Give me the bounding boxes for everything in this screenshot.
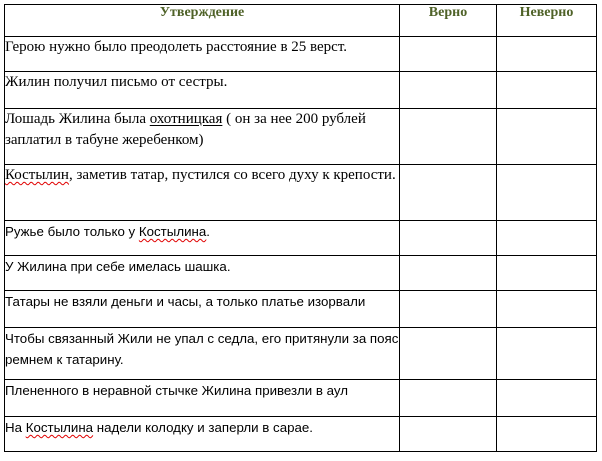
false-cell[interactable] xyxy=(497,37,597,72)
statement-text: Плененного в неравной стычке Жилина привезли в аул xyxy=(5,380,400,417)
statement-text: Татары не взяли деньги и часы, а только платье изорвали xyxy=(5,291,400,328)
false-cell[interactable] xyxy=(497,291,597,328)
table-row xyxy=(5,380,597,417)
statement-part: Лошадь Жилина была xyxy=(5,111,150,127)
statement-part: . xyxy=(206,224,210,239)
true-cell[interactable] xyxy=(400,221,497,256)
statement-part: Ружье было только у xyxy=(5,224,139,239)
false-cell[interactable] xyxy=(497,380,597,417)
true-cell[interactable] xyxy=(400,165,497,221)
spellcheck-word: Костылина xyxy=(25,420,94,435)
true-cell[interactable] xyxy=(400,72,497,109)
table-row xyxy=(5,291,597,328)
statement-part: , заметив татар, пустился со всего духу к крепости. xyxy=(68,167,396,183)
statement-text xyxy=(5,417,400,452)
statement-text: Чтобы связанный Жили не упал с седла, его притянули за пояс ремнем к татарину. xyxy=(5,328,400,380)
true-cell[interactable] xyxy=(400,256,497,291)
true-cell[interactable] xyxy=(400,291,497,328)
true-cell[interactable] xyxy=(400,328,497,380)
statement-text xyxy=(5,221,400,256)
statement-text: Жилин получил письмо от сестры. xyxy=(5,72,400,109)
false-cell[interactable] xyxy=(497,165,597,221)
true-cell[interactable] xyxy=(400,109,497,165)
table-row xyxy=(5,37,597,72)
statement-part: На xyxy=(5,420,26,435)
table-row xyxy=(5,417,597,452)
false-cell[interactable] xyxy=(497,109,597,165)
spellcheck-word: Костылина xyxy=(138,224,207,239)
statement-text xyxy=(5,165,400,221)
table-row xyxy=(5,72,597,109)
statement-text: У Жилина при себе имелась шашка. xyxy=(5,256,400,291)
true-cell[interactable] xyxy=(400,417,497,452)
table-row xyxy=(5,328,597,380)
false-cell[interactable] xyxy=(497,328,597,380)
true-cell[interactable] xyxy=(400,380,497,417)
spellcheck-word: Костылин xyxy=(5,167,69,183)
table-row xyxy=(5,109,597,165)
statement-text: Герою нужно было преодолеть расстояние в 25 верст. xyxy=(5,37,400,72)
table-row xyxy=(5,165,597,221)
underlined-word: охотницкая xyxy=(149,111,223,127)
statement-part: ( он за нее 200 рублей заплатил в табуне жеребенком) xyxy=(5,111,366,148)
false-cell[interactable] xyxy=(497,417,597,452)
table-row xyxy=(5,256,597,291)
table-row xyxy=(5,221,597,256)
true-cell[interactable] xyxy=(400,37,497,72)
false-cell[interactable] xyxy=(497,256,597,291)
false-cell[interactable] xyxy=(497,72,597,109)
statements-table xyxy=(4,4,597,452)
header-row xyxy=(5,5,597,37)
header-statement: Утверждение xyxy=(5,5,400,37)
statement-text xyxy=(5,109,400,165)
header-false: Неверно xyxy=(497,5,597,37)
false-cell[interactable] xyxy=(497,221,597,256)
statement-part: надели колодку и заперли в сарае. xyxy=(93,420,313,435)
header-true: Верно xyxy=(400,5,497,37)
